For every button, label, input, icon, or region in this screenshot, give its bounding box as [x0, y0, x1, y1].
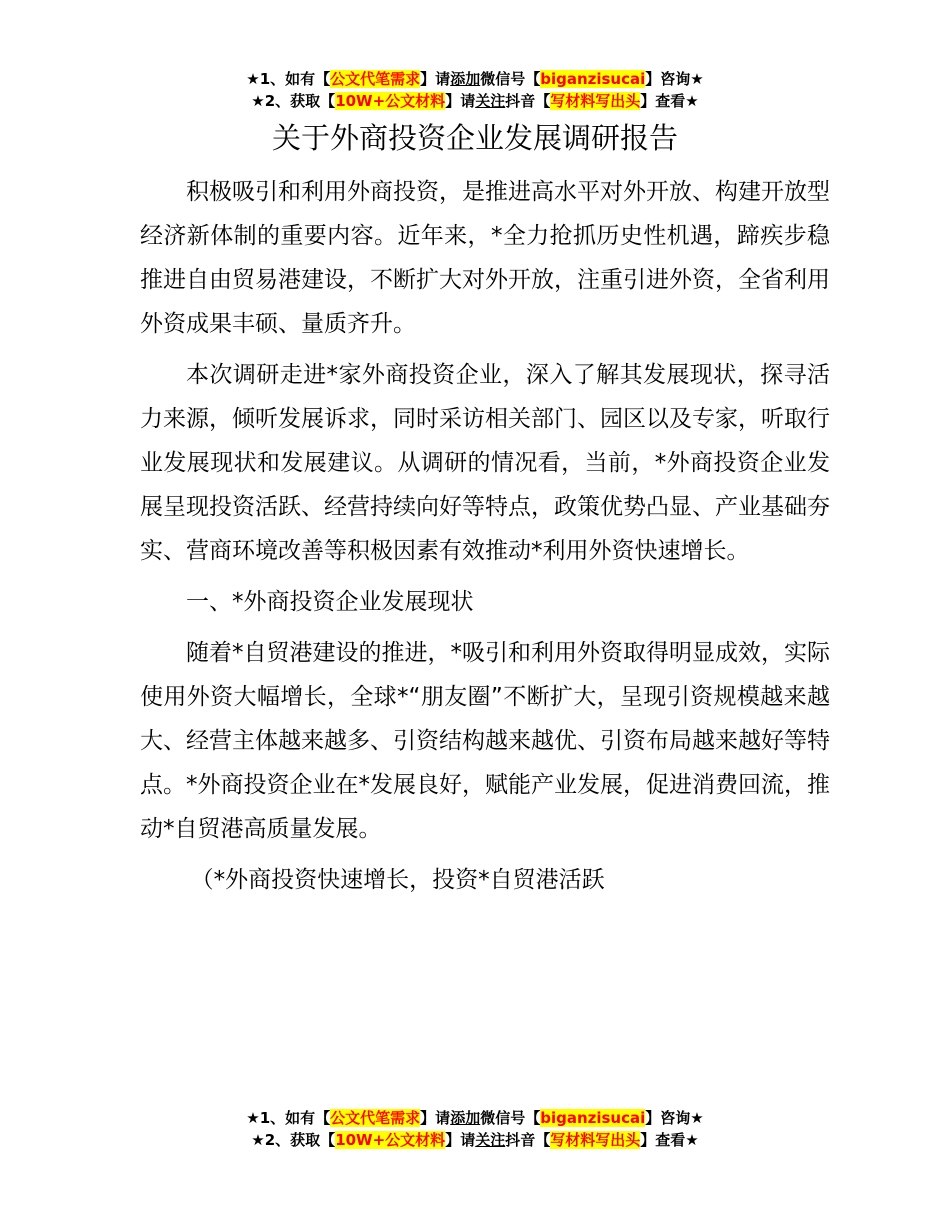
- banner-highlight: 公文代笔需求: [330, 70, 421, 88]
- banner-highlight: 写材料写出头: [550, 1131, 641, 1149]
- banner-text: 】请: [420, 70, 451, 88]
- banner-text: ★2、获取【: [251, 1131, 336, 1149]
- banner-text: 】查看★: [640, 92, 699, 110]
- banner-text: 】请: [445, 1131, 476, 1149]
- banner-highlight: 公文代笔需求: [330, 1109, 421, 1127]
- banner-text: 】咨询★: [645, 70, 704, 88]
- banner-text: 微信号【: [480, 70, 541, 88]
- paragraph: 本次调研走进*家外商投资企业，深入了解其发展现状，探寻活力来源，倾听发展诉求，同时采访相关部门、园区以及专家，听取行业发展现状和发展建议。从调研的情况看，当前，*外商投资企业发展呈现投资活跃、经营持续向好等特点，政策优势凸显、产业基础夯实、营商环境改善等积极因素有效推动*利用外资快速增长。: [140, 362, 830, 564]
- banner-highlight: 10W+公文材料: [335, 92, 446, 110]
- banner-text: 抖音【: [505, 1131, 551, 1149]
- paragraph: 积极吸引和利用外商投资，是推进高水平对外开放、构建开放型经济新体制的重要内容。近年来，*全力抢抓历史性机遇，蹄疾步稳推进自由贸易港建设，不断扩大对外开放，注重引进外资，全省利用外资成果丰硕、量质齐升。: [140, 179, 830, 337]
- banner-highlight: biganzisucai: [540, 70, 646, 88]
- banner-text: 】咨询★: [645, 1109, 704, 1127]
- banner-underlined-text: 关注: [475, 92, 506, 110]
- banner-line-1: [0, 68, 950, 90]
- document-title: 关于外商投资企业发展调研报告: [271, 121, 678, 155]
- banner-text: ★2、获取【: [251, 92, 336, 110]
- banner-text: 】请: [420, 1109, 451, 1127]
- section-heading: 一、*外商投资企业发展现状: [186, 589, 474, 615]
- banner-text: 】查看★: [640, 1131, 699, 1149]
- banner-underlined-text: 关注: [475, 1131, 506, 1149]
- banner-text: ★1、如有【: [246, 70, 331, 88]
- banner-line-2: [0, 90, 950, 112]
- footer-banner: [0, 1107, 950, 1151]
- banner-highlight: 10W+公文材料: [335, 1131, 446, 1149]
- banner-highlight: biganzisucai: [540, 1109, 646, 1127]
- banner-text: 抖音【: [505, 92, 551, 110]
- paragraph: 随着*自贸港建设的推进，*吸引和利用外资取得明显成效，实际使用外资大幅增长，全球*“朋友圈”不断扩大，呈现引资规模越来越大、经营主体越来越多、引资结构越来越优、引资布局越来越好等特点。*外商投资企业在*发展良好，赋能产业发展，促进消费回流，推动*自贸港高质量发展。: [140, 640, 830, 842]
- banner-text: ★1、如有【: [246, 1109, 331, 1127]
- banner-text: 】请: [445, 92, 476, 110]
- subsection-heading: （*外商投资快速增长，投资*自贸港活跃: [190, 867, 605, 893]
- header-banner: [0, 68, 950, 112]
- banner-highlight: 写材料写出头: [550, 92, 641, 110]
- banner-underlined-text: 添加: [450, 70, 481, 88]
- banner-line-1: [0, 1107, 950, 1129]
- banner-text: 微信号【: [480, 1109, 541, 1127]
- document-body: [140, 170, 830, 909]
- banner-line-2: [0, 1129, 950, 1151]
- banner-underlined-text: 添加: [450, 1109, 481, 1127]
